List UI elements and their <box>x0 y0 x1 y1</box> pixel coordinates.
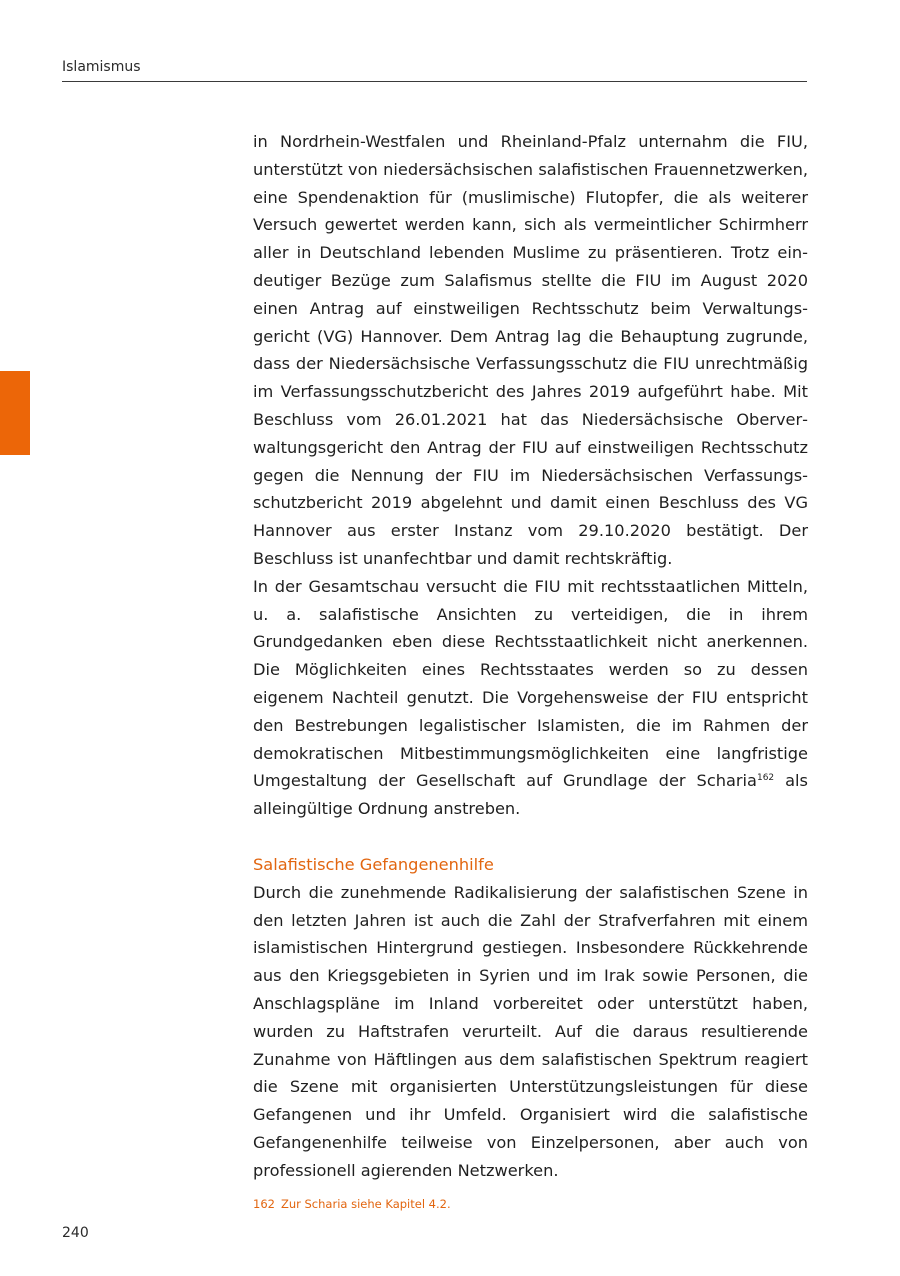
page-number: 240 <box>62 1225 89 1241</box>
body-paragraph-2-text: In der Gesamtschau versucht die FIU mit rechtsstaatlichen Mitteln, u. a. salafistische Ansichten zu verteidigen, die in ihrem Grundgedanken eben diese Rechtsstaatlichkeit nicht anerkennen. Die Möglichkeiten eines Rechtsstaates werden so zu dessen eigenem Nachteil genutzt. Die Vorgehensweise der FIU entspricht den Bestrebungen legalistischer Islamisten, die im Rahmen der demokratischen Mitbestimmungsmöglichkeiten eine langfristige Umgestaltung der Gesellschaft auf Grundlage der Scharia <box>253 576 808 791</box>
footnote-number: 162 <box>253 1197 275 1212</box>
body-paragraph-3: Durch die zunehmende Radikalisierung der salafistischen Szene in den letzten Jahren ist auch die Zahl der Strafverfahren mit einem islamistischen Hintergrund gestiegen. Insbesondere Rückkehrende aus den Kriegsgebieten in Syrien und im Irak sowie Personen, die Anschlagspläne im Inland vorbereitet oder unterstützt haben, wurden zu Haftstrafen verurteilt. Auf die daraus resultierende Zunahme von Häftlingen aus dem salafistischen Spektrum reagiert die Szene mit organisierten Unterstützungsleistungen für diese Gefangenen und ihr Umfeld. Organisiert wird die salafistische Gefangenenhilfe teilweise von Einzelpersonen, aber auch von professionell agierenden Netzwerken. <box>253 882 808 1180</box>
section-heading: Salafistische Gefangenenhilfe <box>253 854 494 874</box>
footnote <box>253 1196 808 1212</box>
running-header-title: Islamismus <box>62 59 141 75</box>
main-text-column <box>253 128 808 1212</box>
body-paragraph-1: in Nordrhein-Westfalen und Rheinland-Pfalz unternahm die FIU, unterstützt von niedersächsischen salafistischen Frauennetzwerken, eine Spendenaktion für (muslimische) Flutopfer, die als weiterer Versuch gewertet werden kann, sich als vermeintlicher Schirmherr aller in Deutschland lebenden Muslime zu präsentieren. Trotz eindeutiger Bezüge zum Salafismus stellte die FIU im August 2020 einen Antrag auf einstweiligen Rechtsschutz beim Verwaltungsgericht (VG) Hannover. Dem Antrag lag die Behauptung zugrunde, dass der Niedersächsische Verfassungsschutz die FIU unrechtmäßig im Verfassungsschutzbericht des Jahres 2019 aufgeführt habe. Mit Beschluss vom 26.01.2021 hat das Niedersächsische Oberverwaltungsgericht den Antrag der FIU auf einstweiligen Rechtsschutz gegen die Nennung der FIU im Niedersächsischen Verfassungsschutzbericht 2019 abgelehnt und damit einen Beschluss des VG Hannover aus erster Instanz vom 29.10.2020 bestätigt. Der Beschluss ist unanfechtbar und damit rechtskräftig. <box>253 132 808 568</box>
footnote-text: Zur Scharia siehe Kapitel 4.2. <box>280 1197 451 1212</box>
footnote-reference: 162 <box>756 773 775 784</box>
body-paragraph-2 <box>253 573 808 823</box>
running-header <box>62 58 807 82</box>
body-paragraph-2-ending: als alleingültige Ordnung anstreben. <box>253 771 808 819</box>
chapter-side-tab <box>0 371 30 455</box>
